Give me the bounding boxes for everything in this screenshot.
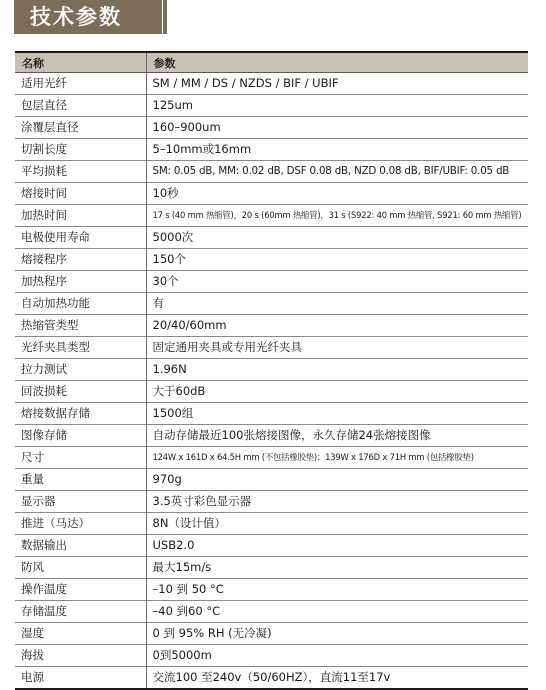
table-row: [15, 557, 528, 579]
spec-value-cell: 150个: [146, 249, 528, 271]
spec-name-cell: 电源: [15, 667, 146, 690]
table-row: [15, 667, 528, 690]
spec-value-cell: 20/40/60mm: [146, 315, 528, 337]
spec-name-cell: 平均损耗: [15, 161, 146, 183]
spec-name-cell: 热缩管类型: [15, 315, 146, 337]
spec-name-cell: 操作温度: [15, 579, 146, 601]
table-row: [15, 381, 528, 403]
spec-value-cell: SM / MM / DS / NZDS / BIF / UBIF: [146, 73, 528, 95]
section-banner: [0, 0, 546, 40]
spec-value-cell: 160–900um: [146, 117, 528, 139]
table-row: [15, 491, 528, 513]
spec-name-cell: 存储温度: [15, 601, 146, 623]
table-row: [15, 513, 528, 535]
table-row: [15, 183, 528, 205]
spec-value-cell: 17 s (40 mm 热缩管)，20 s (60mm 热缩管)，31 s (S922: 40 mm 热缩管, S921: 60 mm 热缩管): [146, 205, 528, 227]
spec-name-cell: 回波损耗: [15, 381, 146, 403]
table-row: [15, 469, 528, 491]
spec-value-cell: 8N（设计值）: [146, 513, 528, 535]
spec-name-cell: 数据输出: [15, 535, 146, 557]
spec-value-cell: 固定通用夹具或专用光纤夹具: [146, 337, 528, 359]
table-row: [15, 403, 528, 425]
spec-value-cell: 1.96N: [146, 359, 528, 381]
spec-name-cell: 熔接时间: [15, 183, 146, 205]
table-row: [15, 315, 528, 337]
spec-name-cell: 图像存储: [15, 425, 146, 447]
spec-value-cell: 10秒: [146, 183, 528, 205]
spec-name-cell: 切割长度: [15, 139, 146, 161]
spec-value-cell: –10 到 50 °C: [146, 579, 528, 601]
spec-value-cell: 0到5000m: [146, 645, 528, 667]
spec-value-cell: 最大15m/s: [146, 557, 528, 579]
table-row: [15, 117, 528, 139]
spec-name-cell: 防风: [15, 557, 146, 579]
spec-name-cell: 熔接数据存储: [15, 403, 146, 425]
spec-value-cell: 交流100 至240v（50/60HZ），直流11至17v: [146, 667, 528, 690]
spec-name-cell: 涂覆层直径: [15, 117, 146, 139]
spec-name-cell: 自动加热功能: [15, 293, 146, 315]
table-header-row: [15, 52, 528, 73]
section-title: 技术参数: [30, 5, 122, 29]
spec-name-cell: 推进（马达）: [15, 513, 146, 535]
table-row: [15, 359, 528, 381]
table-row: [15, 73, 528, 95]
spec-value-cell: 大于60dB: [146, 381, 528, 403]
table-row: [15, 227, 528, 249]
table-row: [15, 601, 528, 623]
spec-name-cell: 湿度: [15, 623, 146, 645]
table-row: [15, 645, 528, 667]
table-row: [15, 535, 528, 557]
spec-name-cell: 加热程序: [15, 271, 146, 293]
spec-value-cell: 125um: [146, 95, 528, 117]
spec-name-cell: 光纤夹具类型: [15, 337, 146, 359]
spec-name-cell: 加热时间: [15, 205, 146, 227]
spec-name-cell: 适用光纤: [15, 73, 146, 95]
spec-name-cell: 海拔: [15, 645, 146, 667]
table-row: [15, 271, 528, 293]
table-row: [15, 293, 528, 315]
spec-value-cell: 3.5英寸彩色显示器: [146, 491, 528, 513]
spec-value-cell: 970g: [146, 469, 528, 491]
table-row: [15, 579, 528, 601]
table-row: [15, 249, 528, 271]
spec-name-cell: 拉力测试: [15, 359, 146, 381]
spec-value-cell: 30个: [146, 271, 528, 293]
spec-name-cell: 尺寸: [15, 447, 146, 469]
table-row: [15, 139, 528, 161]
spec-name-cell: 电极使用寿命: [15, 227, 146, 249]
spec-value-cell: SM: 0.05 dB, MM: 0.02 dB, DSF 0.08 dB, NZD 0.08 dB, BIF/UBIF: 0.05 dB: [146, 161, 528, 183]
table-row: [15, 205, 528, 227]
table-row: [15, 623, 528, 645]
spec-value-cell: 5–10mm或16mm: [146, 139, 528, 161]
spec-name-cell: 熔接程序: [15, 249, 146, 271]
table-row: [15, 447, 528, 469]
table-row: [15, 425, 528, 447]
spec-value-cell: 0 到 95% RH (无冷凝): [146, 623, 528, 645]
spec-table-body: [15, 73, 528, 690]
spec-value-cell: USB2.0: [146, 535, 528, 557]
spec-value-cell: 有: [146, 293, 528, 315]
table-row: [15, 95, 528, 117]
column-header-value: 参数: [146, 52, 528, 73]
spec-value-cell: 5000次: [146, 227, 528, 249]
table-row: [15, 161, 528, 183]
banner-edge-stripe: [163, 0, 167, 34]
spec-value-cell: 124W x 161D x 64.5H mm (不包括橡胶垫)；139W x 176D x 71H mm (包括橡胶垫): [146, 447, 528, 469]
spec-name-cell: 显示器: [15, 491, 146, 513]
table-row: [15, 337, 528, 359]
column-header-name: 名称: [15, 52, 146, 73]
spec-name-cell: 重量: [15, 469, 146, 491]
spec-value-cell: 自动存储最近100张熔接图像，永久存储24张熔接图像: [146, 425, 528, 447]
spec-value-cell: 1500组: [146, 403, 528, 425]
spec-table: [15, 51, 528, 690]
spec-value-cell: –40 到60 °C: [146, 601, 528, 623]
spec-name-cell: 包层直径: [15, 95, 146, 117]
